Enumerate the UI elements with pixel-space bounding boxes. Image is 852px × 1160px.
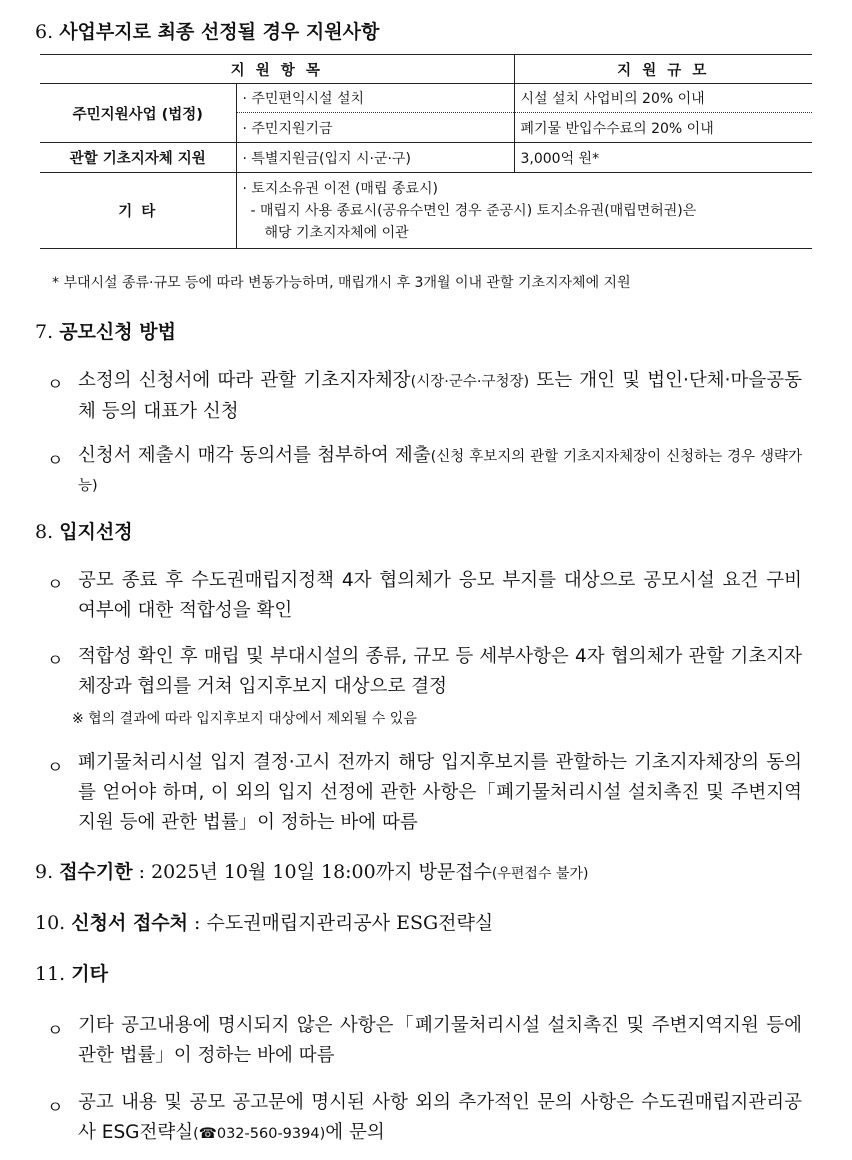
etc-line: 해당 기초지자체에 이관 [264, 224, 409, 241]
etc-line: - 매립지 사용 종료시(공유수면인 경우 준공시) 토지소유권(매립면허권)은 [250, 202, 697, 219]
cell-item: · 주민편익시설 설치 [236, 84, 514, 113]
section-9-heading: 9. 접수기한 : 2025년 10월 10일 18:00까지 방문접수(우편접수 불가) [35, 861, 589, 883]
bullet-marker: ㅇ [47, 758, 64, 778]
bullet-marker: ㅇ [47, 451, 64, 471]
cell-scale: 3,000억 원* [514, 143, 812, 173]
s7-item-2: 신청서 제출시 매각 동의서를 첨부하여 제출(신청 후보지의 관할 기초지자체장이 신청하는 경우 생략가능) [78, 445, 802, 494]
s8-item-3: 폐기물처리시설 입지 결정·고시 전까지 해당 입지후보지를 관할하는 기초지자체장의 동의를 얻어야 하며, 이 외의 입지 선정에 관한 사항은「폐기물처리시설 설치촉진 및 주변지역지원 등에 관한 법률」이 정하는 바에 따름 [78, 752, 802, 833]
etc-line: · 토지소유권 이전 (매립 종료시) [242, 180, 438, 197]
cell-scale: 시설 설치 사업비의 20% 이내 [514, 84, 812, 113]
section-8-heading: 8. 입지선정 [35, 521, 133, 543]
section-10-heading: 10. 신청서 접수처 : 수도권매립지관리공사 ESG전략실 [35, 912, 494, 934]
section-11-heading: 11. 기타 [35, 963, 108, 985]
category-local: 관할 기초지자체 지원 [40, 143, 236, 173]
header-support-scale: 지 원 규 모 [514, 55, 812, 84]
s11-item-2: 공고 내용 및 공모 공고문에 명시된 사항 외의 추가적인 문의 사항은 수도권매립지관리공사 ESG전략실(☎032-560-9394)에 문의 [78, 1092, 802, 1143]
s8-note: ※ 협의 결과에 따라 입지후보지 대상에서 제외될 수 있음 [72, 711, 417, 727]
bullet-marker: ㅇ [47, 1098, 64, 1118]
table-footnote: * 부대시설 종류·규모 등에 따라 변동가능하며, 매립개시 후 3개월 이내 관할 기초지자체에 지원 [52, 275, 631, 291]
category-etc: 기 타 [40, 173, 236, 249]
section-6-heading: 6. 사업부지로 최종 선정될 경우 지원사항 [35, 21, 380, 43]
section-7-heading: 7. 공모신청 방법 [35, 321, 176, 343]
support-table [40, 54, 812, 249]
category-resident: 주민지원사업 (법정) [40, 84, 236, 143]
s8-item-2: 적합성 확인 후 매립 및 부대시설의 종류, 규모 등 세부사항은 4자 협의체가 관할 기초지자체장과 협의를 거쳐 입지후보지 대상으로 결정 [78, 646, 802, 697]
bullet-marker: ㅇ [47, 1021, 64, 1041]
header-support-item: 지 원 항 목 [40, 55, 514, 84]
s7-item-1: 소정의 신청서에 따라 관할 기초지자체장(시장·군수·구청장) 또는 개인 및 법인·단체·마을공동체 등의 대표가 신청 [78, 370, 802, 422]
cell-item: · 특별지원금(입지 시·군·구) [236, 143, 514, 173]
s8-item-1: 공모 종료 후 수도권매립지정책 4자 협의체가 응모 부지를 대상으로 공모시설 요건 구비 여부에 대한 적합성을 확인 [78, 570, 802, 621]
bullet-marker: ㅇ [47, 375, 64, 395]
cell-scale: 폐기물 반입수수료의 20% 이내 [514, 113, 812, 143]
cell-item: · 주민지원기금 [236, 113, 514, 143]
s11-item-1: 기타 공고내용에 명시되지 않은 사항은「폐기물처리시설 설치촉진 및 주변지역지원 등에 관한 법률」이 정하는 바에 따름 [78, 1015, 802, 1066]
cell-etc [236, 173, 812, 249]
bullet-marker: ㅇ [47, 651, 64, 671]
bullet-marker: ㅇ [47, 575, 64, 595]
